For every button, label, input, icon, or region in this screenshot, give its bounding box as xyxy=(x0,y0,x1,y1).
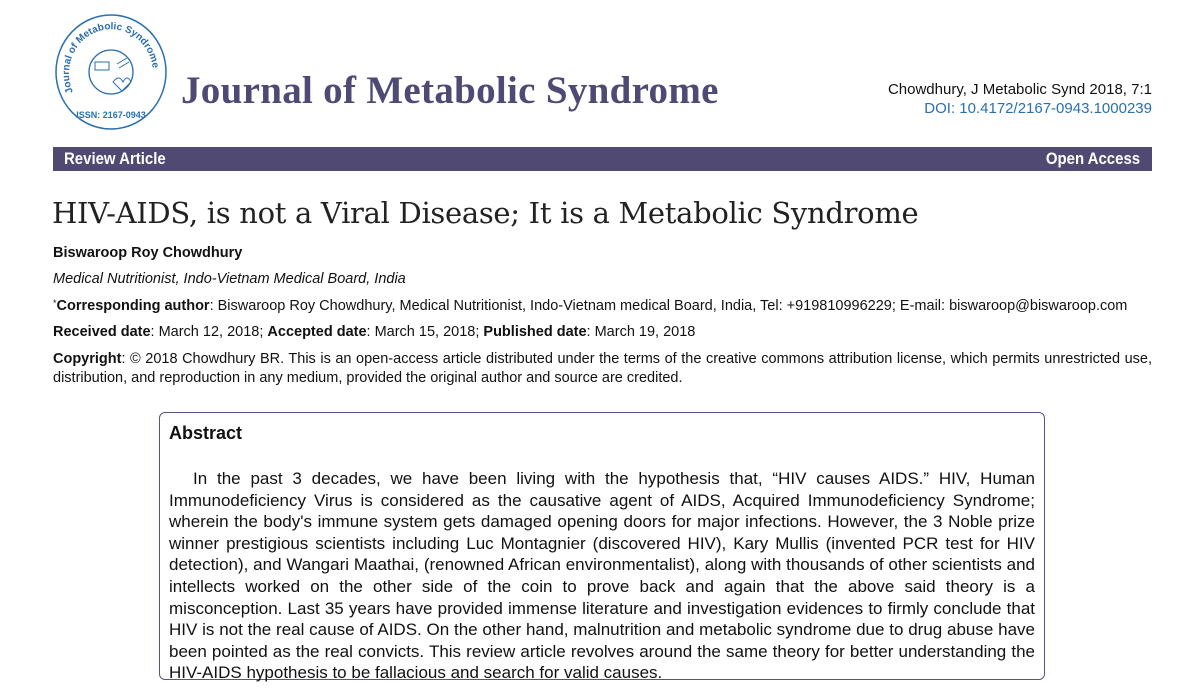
author-name: Biswaroop Roy Chowdhury xyxy=(53,245,243,261)
open-access-label: Open Access xyxy=(1045,149,1140,168)
abstract-box xyxy=(159,412,1045,683)
corresponding-text: : Biswaroop Roy Chowdhury, Medical Nutritionist, Indo-Vietnam medical Board, India, Tel: +919810996229; E-mail: biswaroop@biswaroop.com xyxy=(209,298,1128,314)
published-date: : March 19, 2018 xyxy=(586,324,696,340)
corresponding-label: Corresponding author xyxy=(56,298,210,314)
abstract-line: intellects worked on the other side of the coin to prove back and again that the above said theory is a xyxy=(169,576,1035,596)
copyright-label: Copyright xyxy=(53,351,122,367)
journal-logo xyxy=(53,12,169,132)
footnote-marker: * xyxy=(53,298,57,308)
citation-block xyxy=(888,80,1152,118)
svg-text:Journal of Metabolic Syndrome: Journal of Metabolic Syndrome xyxy=(60,21,161,95)
abstract-line: been pointed as the real convicts. This review article revolves around the same theory for better understanding the xyxy=(169,641,1035,661)
abstract-line: wherein the body's immune system gets damaged opening doors for major infections. However, the 3 Noble prize xyxy=(169,512,1035,532)
corresponding-author xyxy=(53,298,1127,314)
abstract-body xyxy=(169,468,1035,684)
copyright-notice xyxy=(53,350,1152,388)
abstract-line: In the past 3 decades, we have been living with the hypothesis that, “HIV causes AIDS.” HIV, Human xyxy=(193,469,1035,488)
accepted-label: Accepted date xyxy=(267,324,367,340)
article-dates xyxy=(53,324,695,340)
received-date: : March 12, 2018; xyxy=(150,324,268,340)
issn-text: ISSN: 2167-0943 xyxy=(76,110,146,120)
citation: Chowdhury, J Metabolic Synd 2018, 7:1 xyxy=(887,81,1152,98)
copyright-text: : © 2018 Chowdhury BR. This is an open-access article distributed under the terms of the creative commons attribution license, which permits unrestricted use, distribution, and reproduction in any medium, provided the original author and source are credited. xyxy=(53,351,1152,386)
article-type-banner xyxy=(53,147,1152,171)
accepted-date: : March 15, 2018; xyxy=(366,324,484,340)
abstract-line: misconception. Last 35 years have provided immense literature and investigation evidences to firmly conclude that xyxy=(169,598,1035,618)
author-affiliation: Medical Nutritionist, Indo-Vietnam Medical Board, India xyxy=(53,271,406,287)
abstract-line: winner prestigious scientists including Luc Montagnier (discovered HIV), Kary Mullis (invented PCR test for HIV xyxy=(169,533,1035,553)
received-label: Received date xyxy=(53,324,151,340)
doi-link[interactable]: DOI: 10.4172/2167-0943.1000239 xyxy=(924,100,1152,117)
abstract-line: Immunodeficiency Virus is considered as the causative agent of AIDS, Acquired Immunodeficiency Syndrome; xyxy=(169,490,1035,510)
article-type: Review Article xyxy=(64,149,166,168)
abstract-line: detection), and Wangari Maathai, (renowned African environmentalist), along with thousands of other scientists and xyxy=(169,555,1035,575)
published-label: Published date xyxy=(483,324,587,340)
abstract-line: HIV-AIDS hypothesis to be fallacious and search for valid causes. xyxy=(169,663,663,683)
abstract-heading: Abstract xyxy=(169,423,243,443)
abstract-line: HIV is not the real cause of AIDS. On the other hand, malnutrition and metabolic syndrome due to drug abuse have xyxy=(169,620,1035,640)
article-title: HIV-AIDS, is not a Viral Disease; It is a Metabolic Syndrome xyxy=(52,196,919,230)
journal-title: Journal of Metabolic Syndrome xyxy=(181,69,719,112)
